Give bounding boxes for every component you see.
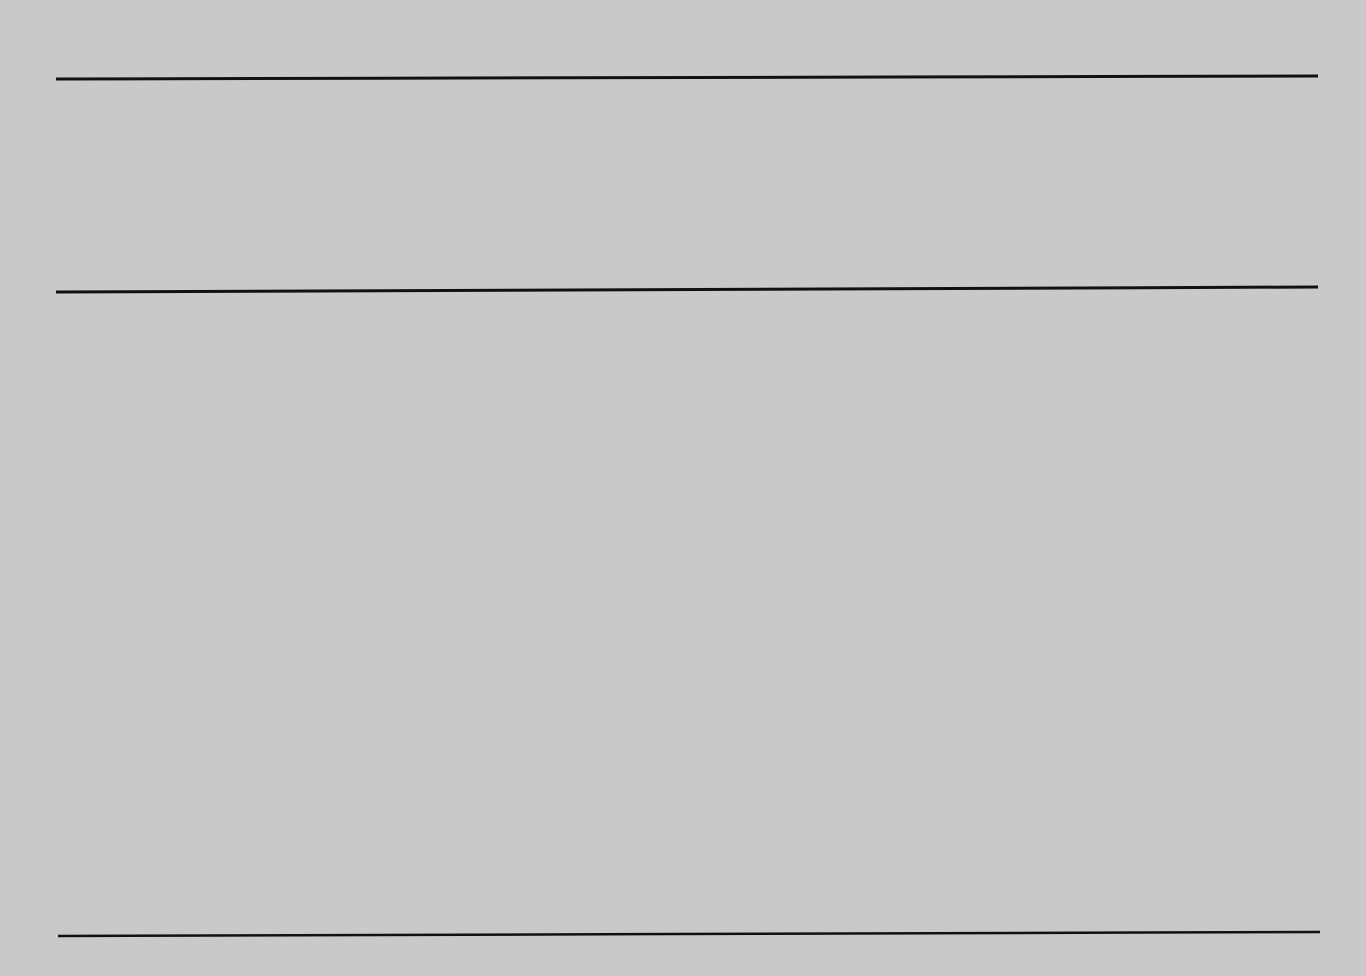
- column-d-header: [1262, 128, 1320, 336]
- column-2-header: [128, 128, 376, 336]
- column-7-header: [641, 126, 752, 334]
- column-1-header: [58, 118, 128, 326]
- column-3-header: [376, 124, 409, 332]
- column-9-header: [793, 104, 880, 312]
- column-4-header: [409, 158, 451, 366]
- column-5-header: [451, 158, 484, 366]
- column-11-header: [1037, 92, 1163, 300]
- column-12-header: [1163, 160, 1258, 368]
- column-6-header: [484, 108, 641, 316]
- column-8-header: [752, 100, 793, 308]
- column-10-header: [880, 116, 1037, 324]
